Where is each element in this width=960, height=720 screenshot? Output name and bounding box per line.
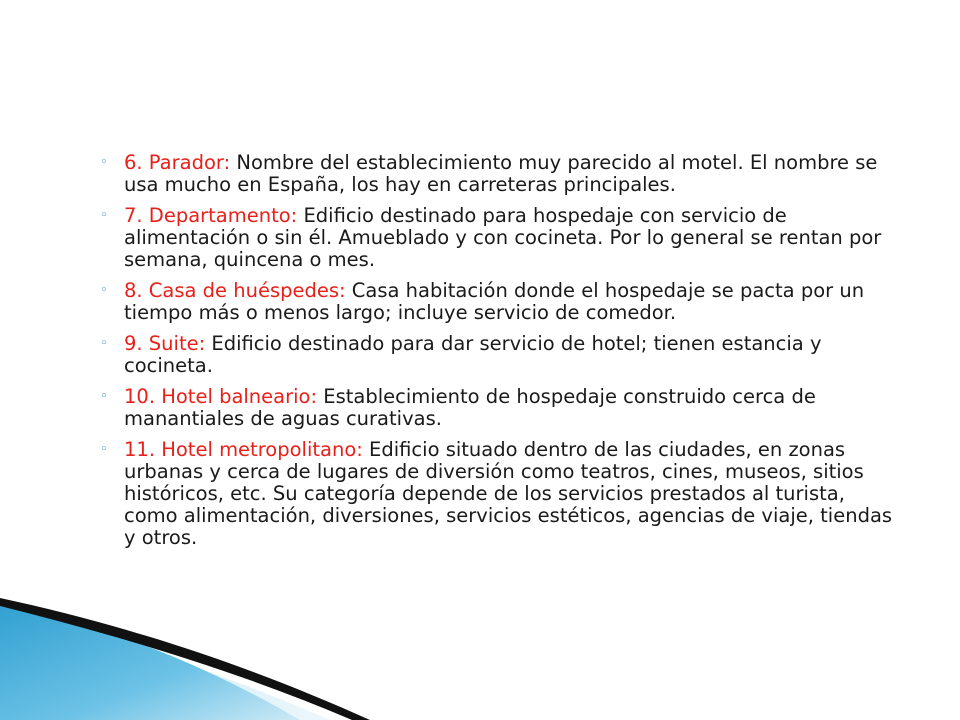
decor-blue-wedge	[0, 600, 300, 720]
term-label: 11. Hotel metropolitano:	[124, 438, 363, 461]
definition-text: Nombre del establecimiento muy parecido al motel. El nombre se usa mucho en España, los hay en carreteras principales.	[124, 151, 878, 196]
bullet-icon: ◦	[100, 389, 108, 404]
bullet-icon: ◦	[100, 442, 108, 457]
bullet-list-container	[100, 152, 900, 558]
bullet-icon: ◦	[100, 336, 108, 351]
list-item-hotel-metropolitano	[100, 439, 900, 549]
list-item-parador	[100, 152, 900, 196]
decor-light-band	[0, 612, 330, 720]
definition-text: Edificio destinado para hospedaje con servicio de alimentación o sin él. Amueblado y con cocineta. Por lo general se rentan por semana, quincena o mes.	[124, 204, 882, 271]
bullet-list	[100, 152, 900, 549]
bullet-icon: ◦	[100, 155, 108, 170]
list-item-casa-de-huespedes	[100, 280, 900, 324]
term-label: 8. Casa de huéspedes:	[124, 279, 346, 302]
term-label: 6. Parador:	[124, 151, 231, 174]
definition-text: Establecimiento de hospedaje construido cerca de manantiales de aguas curativas.	[124, 385, 816, 430]
term-label: 10. Hotel balneario:	[124, 385, 318, 408]
bullet-icon: ◦	[100, 283, 108, 298]
list-item-departamento	[100, 205, 900, 271]
definition-text: Edificio destinado para dar servicio de hotel; tienen estancia y cocineta.	[124, 332, 822, 377]
definition-text: Casa habitación donde el hospedaje se pacta por un tiempo más o menos largo; incluye servicio de comedor.	[124, 279, 865, 324]
term-label: 9. Suite:	[124, 332, 206, 355]
term-label: 7. Departamento:	[124, 204, 298, 227]
definition-text: Edificio situado dentro de las ciudades, en zonas urbanas y cerca de lugares de diversión como teatros, cines, museos, sitios históricos, etc. Su categoría depende de los servicios prestados al turista, como alimentación, diversiones, servicios estéticos, agencias de viaje, tiendas y otros.	[124, 438, 893, 549]
list-item-suite	[100, 333, 900, 377]
bullet-icon: ◦	[100, 208, 108, 223]
decor-dark-stroke	[0, 598, 370, 720]
list-item-hotel-balneario	[100, 386, 900, 430]
